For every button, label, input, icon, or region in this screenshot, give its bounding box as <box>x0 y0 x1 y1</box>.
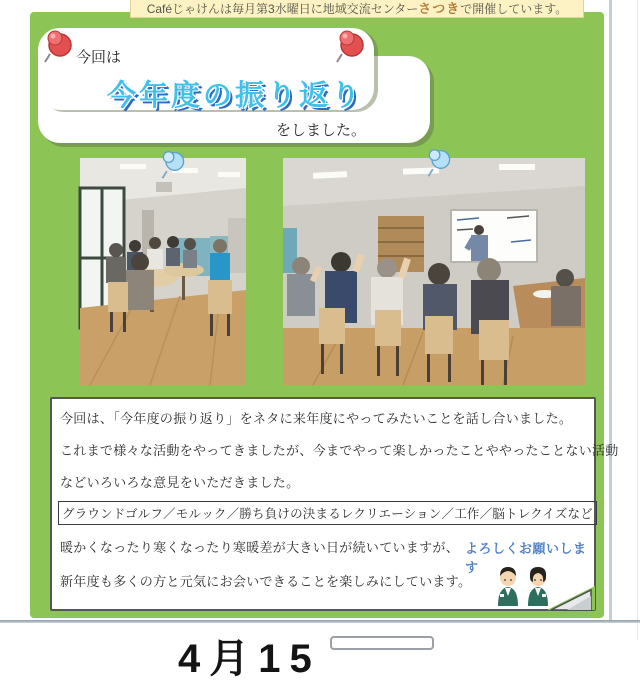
pushpin-blue-right-icon <box>424 146 454 180</box>
banner-text: Caféじゃけんは毎月第3水曜日に地域交流センターさつきで開催しています。 <box>146 1 568 16</box>
page-edge-line <box>637 0 638 640</box>
bubble-title: 今年度の振り返り <box>106 80 363 112</box>
pushpin-red-right-icon <box>334 28 368 66</box>
bottom-divider <box>0 620 640 623</box>
thanks-note: よろしくお願いします <box>465 541 587 575</box>
activity-list-box: グラウンドゴルフ／モルック／勝ち負けの決まるレクリエーション／工作／脳トレクイズなど <box>58 501 597 525</box>
pushpin-blue-left-icon <box>158 148 188 182</box>
photo-right-whiteboard-discussion <box>283 158 585 385</box>
bubble-intro: 今回は <box>76 49 122 66</box>
footer-gray-box <box>330 636 434 650</box>
bubble-suffix: をしました。 <box>276 122 367 139</box>
banner-highlight: さつき <box>418 1 461 16</box>
article-line-3: などいろいろな意見をいただきました。 <box>60 475 300 490</box>
pushpin-red-left-icon <box>42 28 76 66</box>
article-line-2: これまで様々な活動をやってきましたが、今までやって楽しかったことややったことない活動 <box>60 443 619 458</box>
closing-line-1: 暖かくなったり寒くなったり寒暖差が大きい日が続いていますが、 <box>60 540 460 555</box>
photo-left-cafe-room <box>80 158 246 385</box>
closing-line-2: 新年度も多くの方と元気にお会いできることを楽しみにしています。 <box>60 574 472 589</box>
page-fold-icon <box>547 586 595 610</box>
footer-partial-date: 4月15 <box>178 637 321 681</box>
article-line-1: 今回は、「今年度の振り返り」をネタに来年度にやってみたいことを話し合いました。 <box>60 411 573 426</box>
right-margin-line <box>609 0 612 621</box>
bowing-people-icon <box>492 554 554 606</box>
banner <box>130 0 584 18</box>
article-box <box>50 397 619 611</box>
